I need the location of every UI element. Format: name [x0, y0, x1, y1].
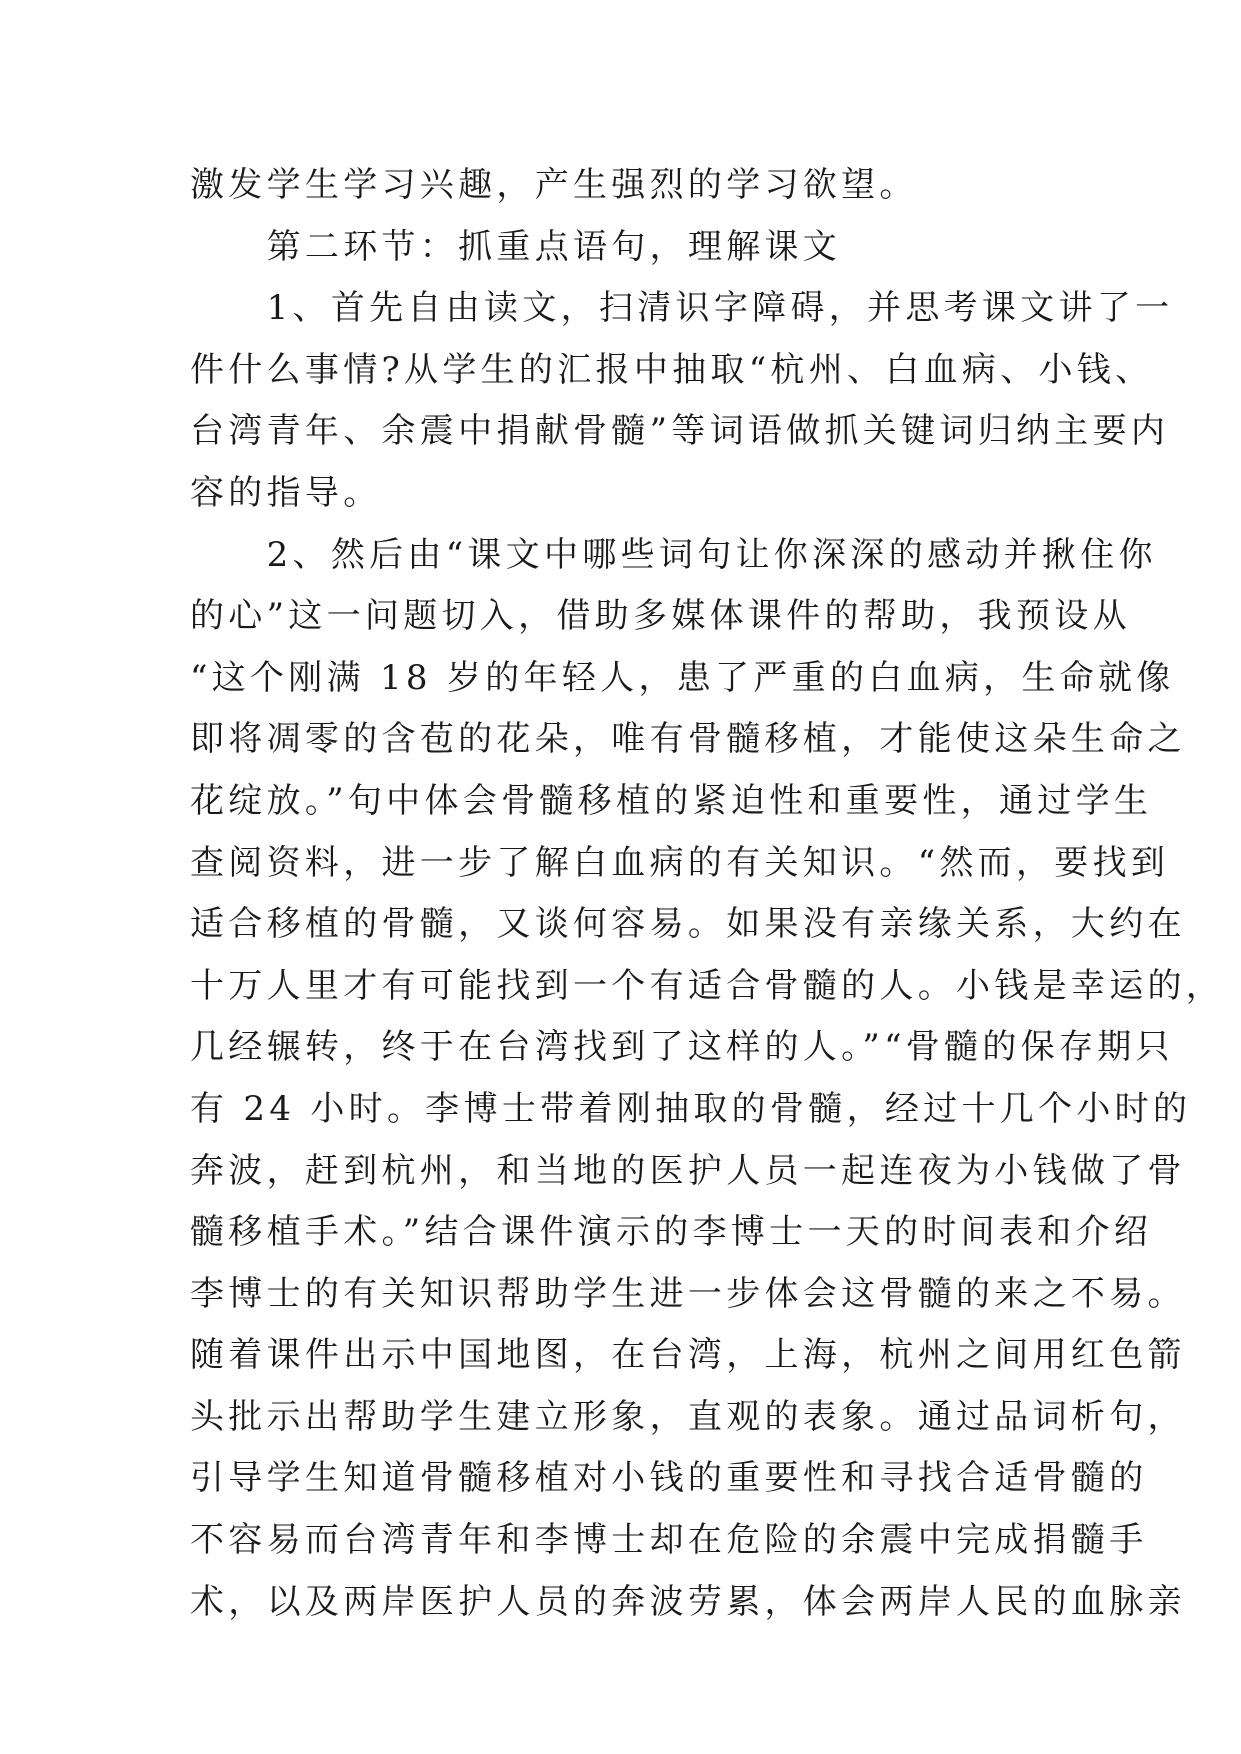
text-line: 髓移植手术。”结合课件演示的李博士一天的时间表和介绍: [190, 1212, 1153, 1253]
text-line: 随着课件出示中国地图，在台湾，上海，杭州之间用红色箭: [190, 1335, 1186, 1376]
text-line: 激发学生学习兴趣，产生强烈的学习欲望。: [190, 165, 918, 205]
text-line: 李博士的有关知识帮助学生进一步体会这骨髓的来之不易。: [190, 1273, 1186, 1314]
text-line: 有 24 小时。李博士带着刚抽取的骨髓，经过十几个小时的: [190, 1088, 1192, 1129]
section-heading: 第二环节：抓重点语句，理解课文: [190, 226, 842, 267]
text-line: 即将凋零的含苞的花朵，唯有骨髓移植，才能使这朵生命之: [190, 719, 1186, 760]
text-line: 台湾青年、余震中捐献骨髓”等词语做抓关键词归纳主要内: [190, 411, 1170, 452]
text-line: 适合移植的骨髓，又谈何容易。如果没有亲缘关系，大约在: [190, 904, 1186, 945]
text-line: 件什么事情?从学生的汇报中抽取“杭州、白血病、小钱、: [190, 349, 1154, 390]
text-line: 的心”这一问题切入，借助多媒体课件的帮助，我预设从: [190, 596, 1131, 637]
text-line: 查阅资料，进一步了解白血病的有关知识。“然而，要找到: [190, 842, 1170, 883]
text-line: 不容易而台湾青年和李博士却在危险的余震中完成捐髓手: [190, 1520, 1148, 1561]
text-line: 奔波，赶到杭州，和当地的医护人员一起连夜为小钱做了骨: [190, 1150, 1186, 1191]
text-line: 术，以及两岸医护人员的奔波劳累，体会两岸人民的血脉亲: [190, 1581, 1186, 1622]
text-line: 1、首先自由读文，扫清识字障碍，并思考课文讲了一: [190, 288, 1174, 329]
text-line: 引导学生知道骨髓移植对小钱的重要性和寻找合适骨髓的: [190, 1458, 1148, 1499]
document-body: [190, 155, 1225, 1633]
text-line: 容的指导。: [190, 472, 382, 513]
text-line: 花绽放。”句中体会骨髓移植的紧迫性和重要性，通过学生: [190, 780, 1153, 821]
text-line: 头批示出帮助学生建立形象，直观的表象。通过品词析句，: [190, 1396, 1186, 1437]
text-line: 十万人里才有可能找到一个有适合骨髓的人。小钱是幸运的，: [190, 965, 1225, 1006]
text-line: 几经辗转，终于在台湾找到了这样的人。”“骨髓的保存期只: [190, 1027, 1174, 1068]
text-line: 2、然后由“课文中哪些词句让你深深的感动并揪住你: [190, 534, 1157, 575]
text-line: “这个刚满 18 岁的年轻人，患了严重的白血病，生命就像: [190, 657, 1175, 698]
